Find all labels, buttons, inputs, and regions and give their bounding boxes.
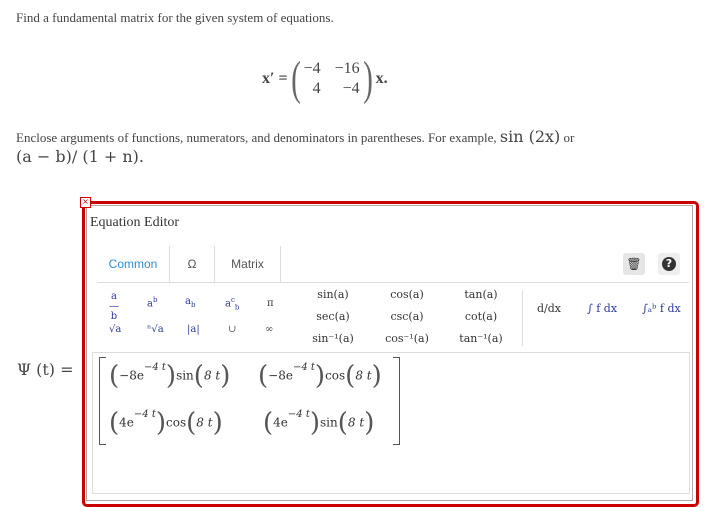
function: cos [325,368,346,383]
editor-title: Equation Editor [90,215,180,230]
left-bracket [99,357,106,445]
cot-button[interactable]: cot(a) [464,310,498,323]
matrix-cell: −16 [334,60,360,77]
right-bracket [393,357,400,445]
answer-label: Ψ (t) = [17,360,74,379]
abs-button[interactable]: |a| [187,324,200,335]
coef: −8e [119,368,144,383]
function: cos [166,415,187,430]
function: sin [320,415,338,430]
definite-integral-button[interactable]: ∫ₐᵇ f dx [642,302,681,315]
derivative-button[interactable]: d/dx [537,302,561,315]
rhs: x. [375,70,388,87]
integral-button[interactable]: ∫ f dx [587,302,618,315]
matrix-entry-r1c2[interactable]: $(-8e^{-4 t})\cos(8$ t) [258,361,382,391]
tab-common[interactable]: Common [97,246,170,282]
symbol-palette [97,286,689,348]
example-2: (a − b)/ (1 + n). [16,147,144,166]
csc-button[interactable]: csc(a) [390,310,424,323]
union-button[interactable]: ∪ [228,324,237,335]
system-equation [262,52,388,105]
trash-icon[interactable]: 🗑 [623,253,645,275]
tab-matrix[interactable]: Matrix [215,246,281,282]
instructions-or: or [563,130,575,145]
tan-button[interactable]: tan(a) [464,288,498,301]
example-1: sin (2x) [499,127,561,146]
exponent: −4 t [143,361,166,373]
exponent: −4 t [287,408,310,420]
tab-omega[interactable]: Ω [170,246,215,282]
fraction-button[interactable]: a — b [109,291,119,322]
right-paren: ) [362,52,373,105]
nthroot-button[interactable]: ⁿ√a [147,324,164,335]
matrix-entry-r1c1[interactable]: $(-8e^{-4 t})\sin(8$ t) [109,361,231,391]
coef: 4e [273,415,288,430]
infinity-button[interactable]: ∞ [265,324,274,335]
equation-input-area[interactable] [92,352,690,494]
coef: −8e [268,368,293,383]
lhs: x′ = [262,70,288,87]
coefficient-matrix [304,60,360,98]
power-button[interactable]: $a^b$ [147,296,158,310]
left-paren: ( [290,52,301,105]
palette-divider [522,290,523,346]
arccos-button[interactable]: cos⁻¹(a) [385,332,429,345]
editor-tab-bar [97,246,689,283]
exponent: −4 t [133,408,156,420]
pi-button[interactable]: π [267,298,274,309]
argument: 8 t [355,368,372,383]
exponent: −4 t [292,361,315,373]
sqrt-button[interactable]: √a [109,324,122,335]
instructions [16,127,656,167]
matrix-entry-r2c1[interactable]: $(4e^{-4 t})\cos(8$ t) [109,408,223,438]
matrix-cell: 4 [312,80,321,97]
function: sin [176,368,194,383]
subsup-button[interactable]: $a^c_b$ [225,296,240,312]
matrix-entry-r2c2[interactable]: $(4e^{-4 t})\sin(8$ t) [263,408,375,438]
sec-button[interactable]: sec(a) [316,310,350,323]
subscript-button[interactable]: $a_b$ [185,296,196,309]
close-icon[interactable]: × [80,197,91,208]
argument: 8 t [347,415,365,430]
arctan-button[interactable]: tan⁻¹(a) [459,332,503,345]
matrix-cell: −4 [303,60,321,77]
cos-button[interactable]: cos(a) [390,288,424,301]
argument: 8 t [196,415,213,430]
argument: 8 t [203,368,221,383]
help-icon[interactable]: ? [658,253,680,275]
matrix-cell: −4 [342,80,360,97]
arcsin-button[interactable]: sin⁻¹(a) [312,332,354,345]
question-prompt: Find a fundamental matrix for the given system of equations. [16,10,334,25]
instructions-text: Enclose arguments of functions, numerators, and denominators in parentheses. For example, [16,130,497,145]
coef: 4e [119,415,134,430]
sin-button[interactable]: sin(a) [317,288,349,301]
